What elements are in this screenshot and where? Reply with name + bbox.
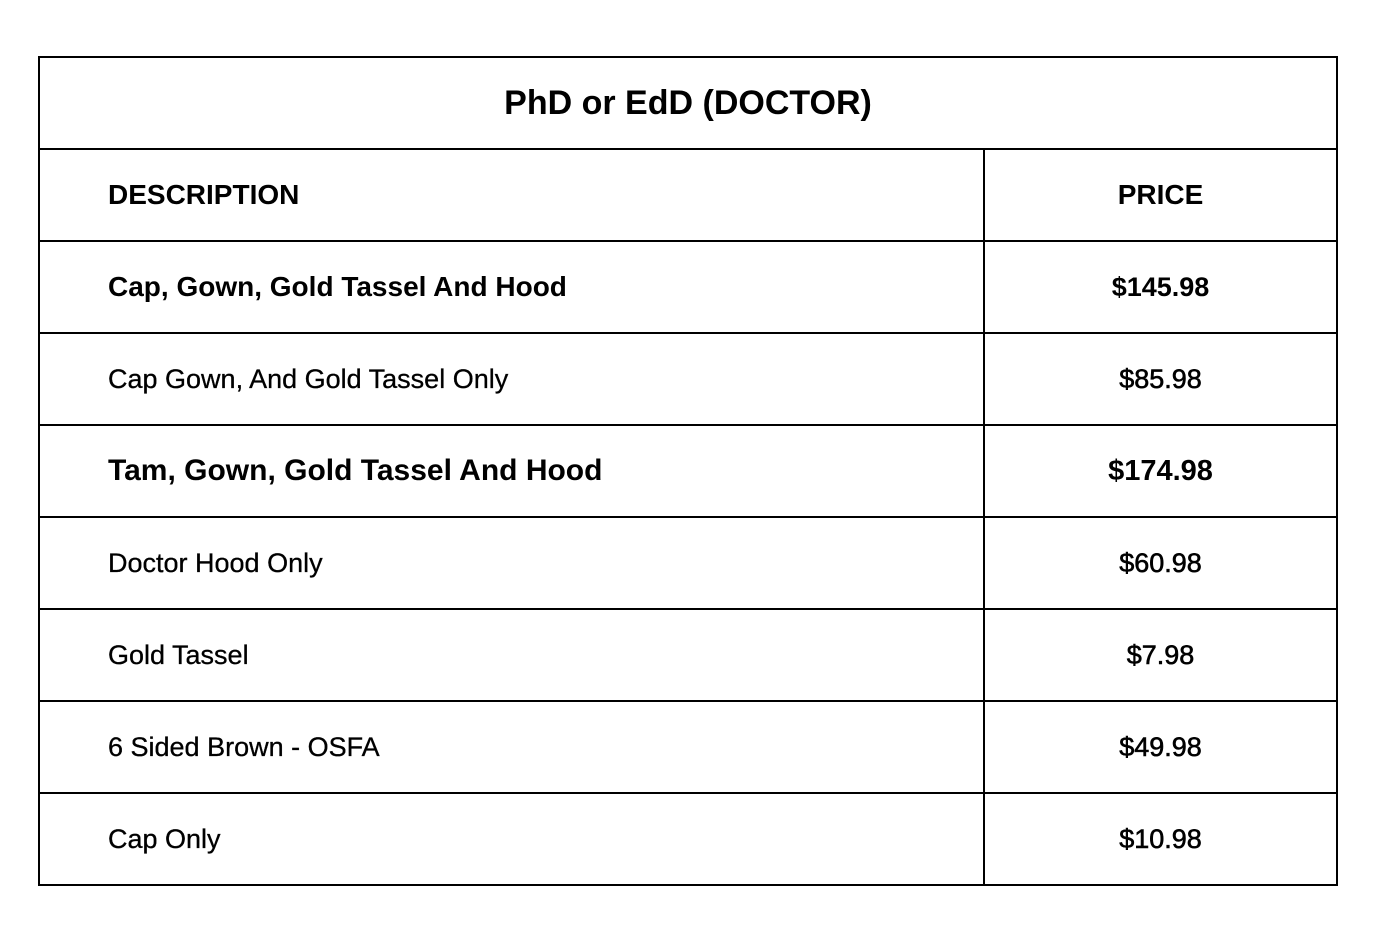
row-price: $10.98	[984, 793, 1337, 885]
row-price: $60.98	[984, 517, 1337, 609]
row-description: Cap Only	[39, 793, 984, 885]
row-description: Tam, Gown, Gold Tassel And Hood	[39, 425, 984, 517]
title-row	[39, 57, 1337, 149]
table-row	[39, 609, 1337, 701]
row-description: Cap, Gown, Gold Tassel And Hood	[39, 241, 984, 333]
table-row	[39, 241, 1337, 333]
price-table	[38, 56, 1338, 886]
table-row	[39, 701, 1337, 793]
row-price: $49.98	[984, 701, 1337, 793]
description-header: DESCRIPTION	[39, 149, 984, 241]
row-description: Cap Gown, And Gold Tassel Only	[39, 333, 984, 425]
row-price: $85.98	[984, 333, 1337, 425]
price-header: PRICE	[984, 149, 1337, 241]
row-description: Gold Tassel	[39, 609, 984, 701]
row-description: 6 Sided Brown - OSFA	[39, 701, 984, 793]
row-description: Doctor Hood Only	[39, 517, 984, 609]
table-row	[39, 793, 1337, 885]
table-title: PhD or EdD (DOCTOR)	[39, 57, 1337, 149]
row-price: $174.98	[984, 425, 1337, 517]
table-row	[39, 425, 1337, 517]
row-price: $7.98	[984, 609, 1337, 701]
row-price: $145.98	[984, 241, 1337, 333]
table-row	[39, 517, 1337, 609]
table-row	[39, 333, 1337, 425]
header-row	[39, 149, 1337, 241]
